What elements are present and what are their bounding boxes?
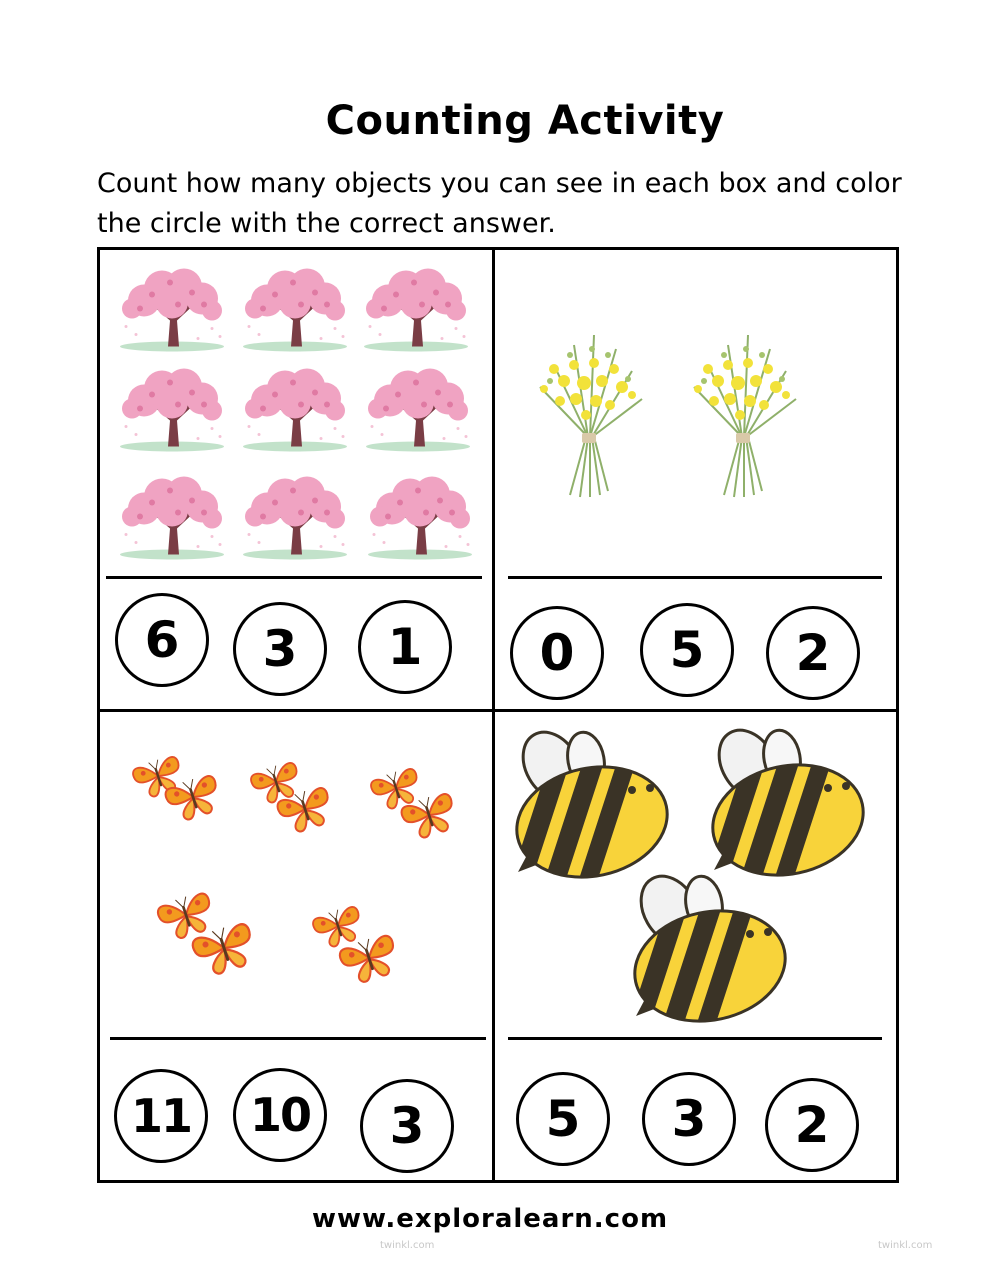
- butterfly-icon: [160, 770, 226, 824]
- answer-circle[interactable]: 11: [114, 1069, 208, 1163]
- footer-url[interactable]: www.exploralearn.com: [311, 1204, 669, 1234]
- tree-icon: [358, 362, 478, 457]
- answer-circle[interactable]: 6: [115, 593, 209, 687]
- butterfly-icon: [334, 930, 404, 986]
- flower-bouquet-icon: [524, 325, 654, 500]
- flower-bouquet-icon: [678, 325, 808, 500]
- answer-circle[interactable]: 5: [516, 1072, 610, 1166]
- answer-circle[interactable]: 5: [640, 603, 734, 697]
- tree-icon: [235, 262, 355, 357]
- answer-line: [106, 576, 482, 579]
- answer-line: [508, 576, 882, 579]
- answer-circle[interactable]: 2: [765, 1078, 859, 1172]
- answer-circle[interactable]: 3: [233, 602, 327, 696]
- answer-circle[interactable]: 3: [360, 1079, 454, 1173]
- tree-icon: [235, 470, 355, 565]
- answer-circle[interactable]: 2: [766, 606, 860, 700]
- tree-icon: [356, 262, 476, 357]
- bee-icon: [622, 866, 792, 1026]
- tree-icon: [112, 362, 232, 457]
- grid-divider-vertical: [492, 250, 495, 1180]
- answer-circle[interactable]: 3: [642, 1072, 736, 1166]
- page-title: Counting Activity: [325, 98, 725, 144]
- grid-divider-horizontal: [97, 709, 899, 712]
- tree-icon: [112, 470, 232, 565]
- answer-line: [508, 1037, 882, 1040]
- bee-icon: [504, 722, 674, 882]
- watermark-right: twinkl.com: [878, 1240, 933, 1251]
- tree-icon: [235, 362, 355, 457]
- answer-line: [110, 1037, 486, 1040]
- answer-circle[interactable]: 10: [233, 1068, 327, 1162]
- answer-circle[interactable]: 1: [358, 600, 452, 694]
- tree-icon: [360, 470, 480, 565]
- answer-circle[interactable]: 0: [510, 606, 604, 700]
- bee-icon: [700, 720, 870, 880]
- instructions-text: Count how many objects you can see in each box and color the circle with the correct answer.: [97, 168, 902, 239]
- watermark-left: twinkl.com: [380, 1240, 435, 1251]
- tree-icon: [112, 262, 232, 357]
- butterfly-icon: [272, 782, 338, 836]
- butterfly-icon: [186, 918, 262, 978]
- butterfly-icon: [396, 788, 462, 842]
